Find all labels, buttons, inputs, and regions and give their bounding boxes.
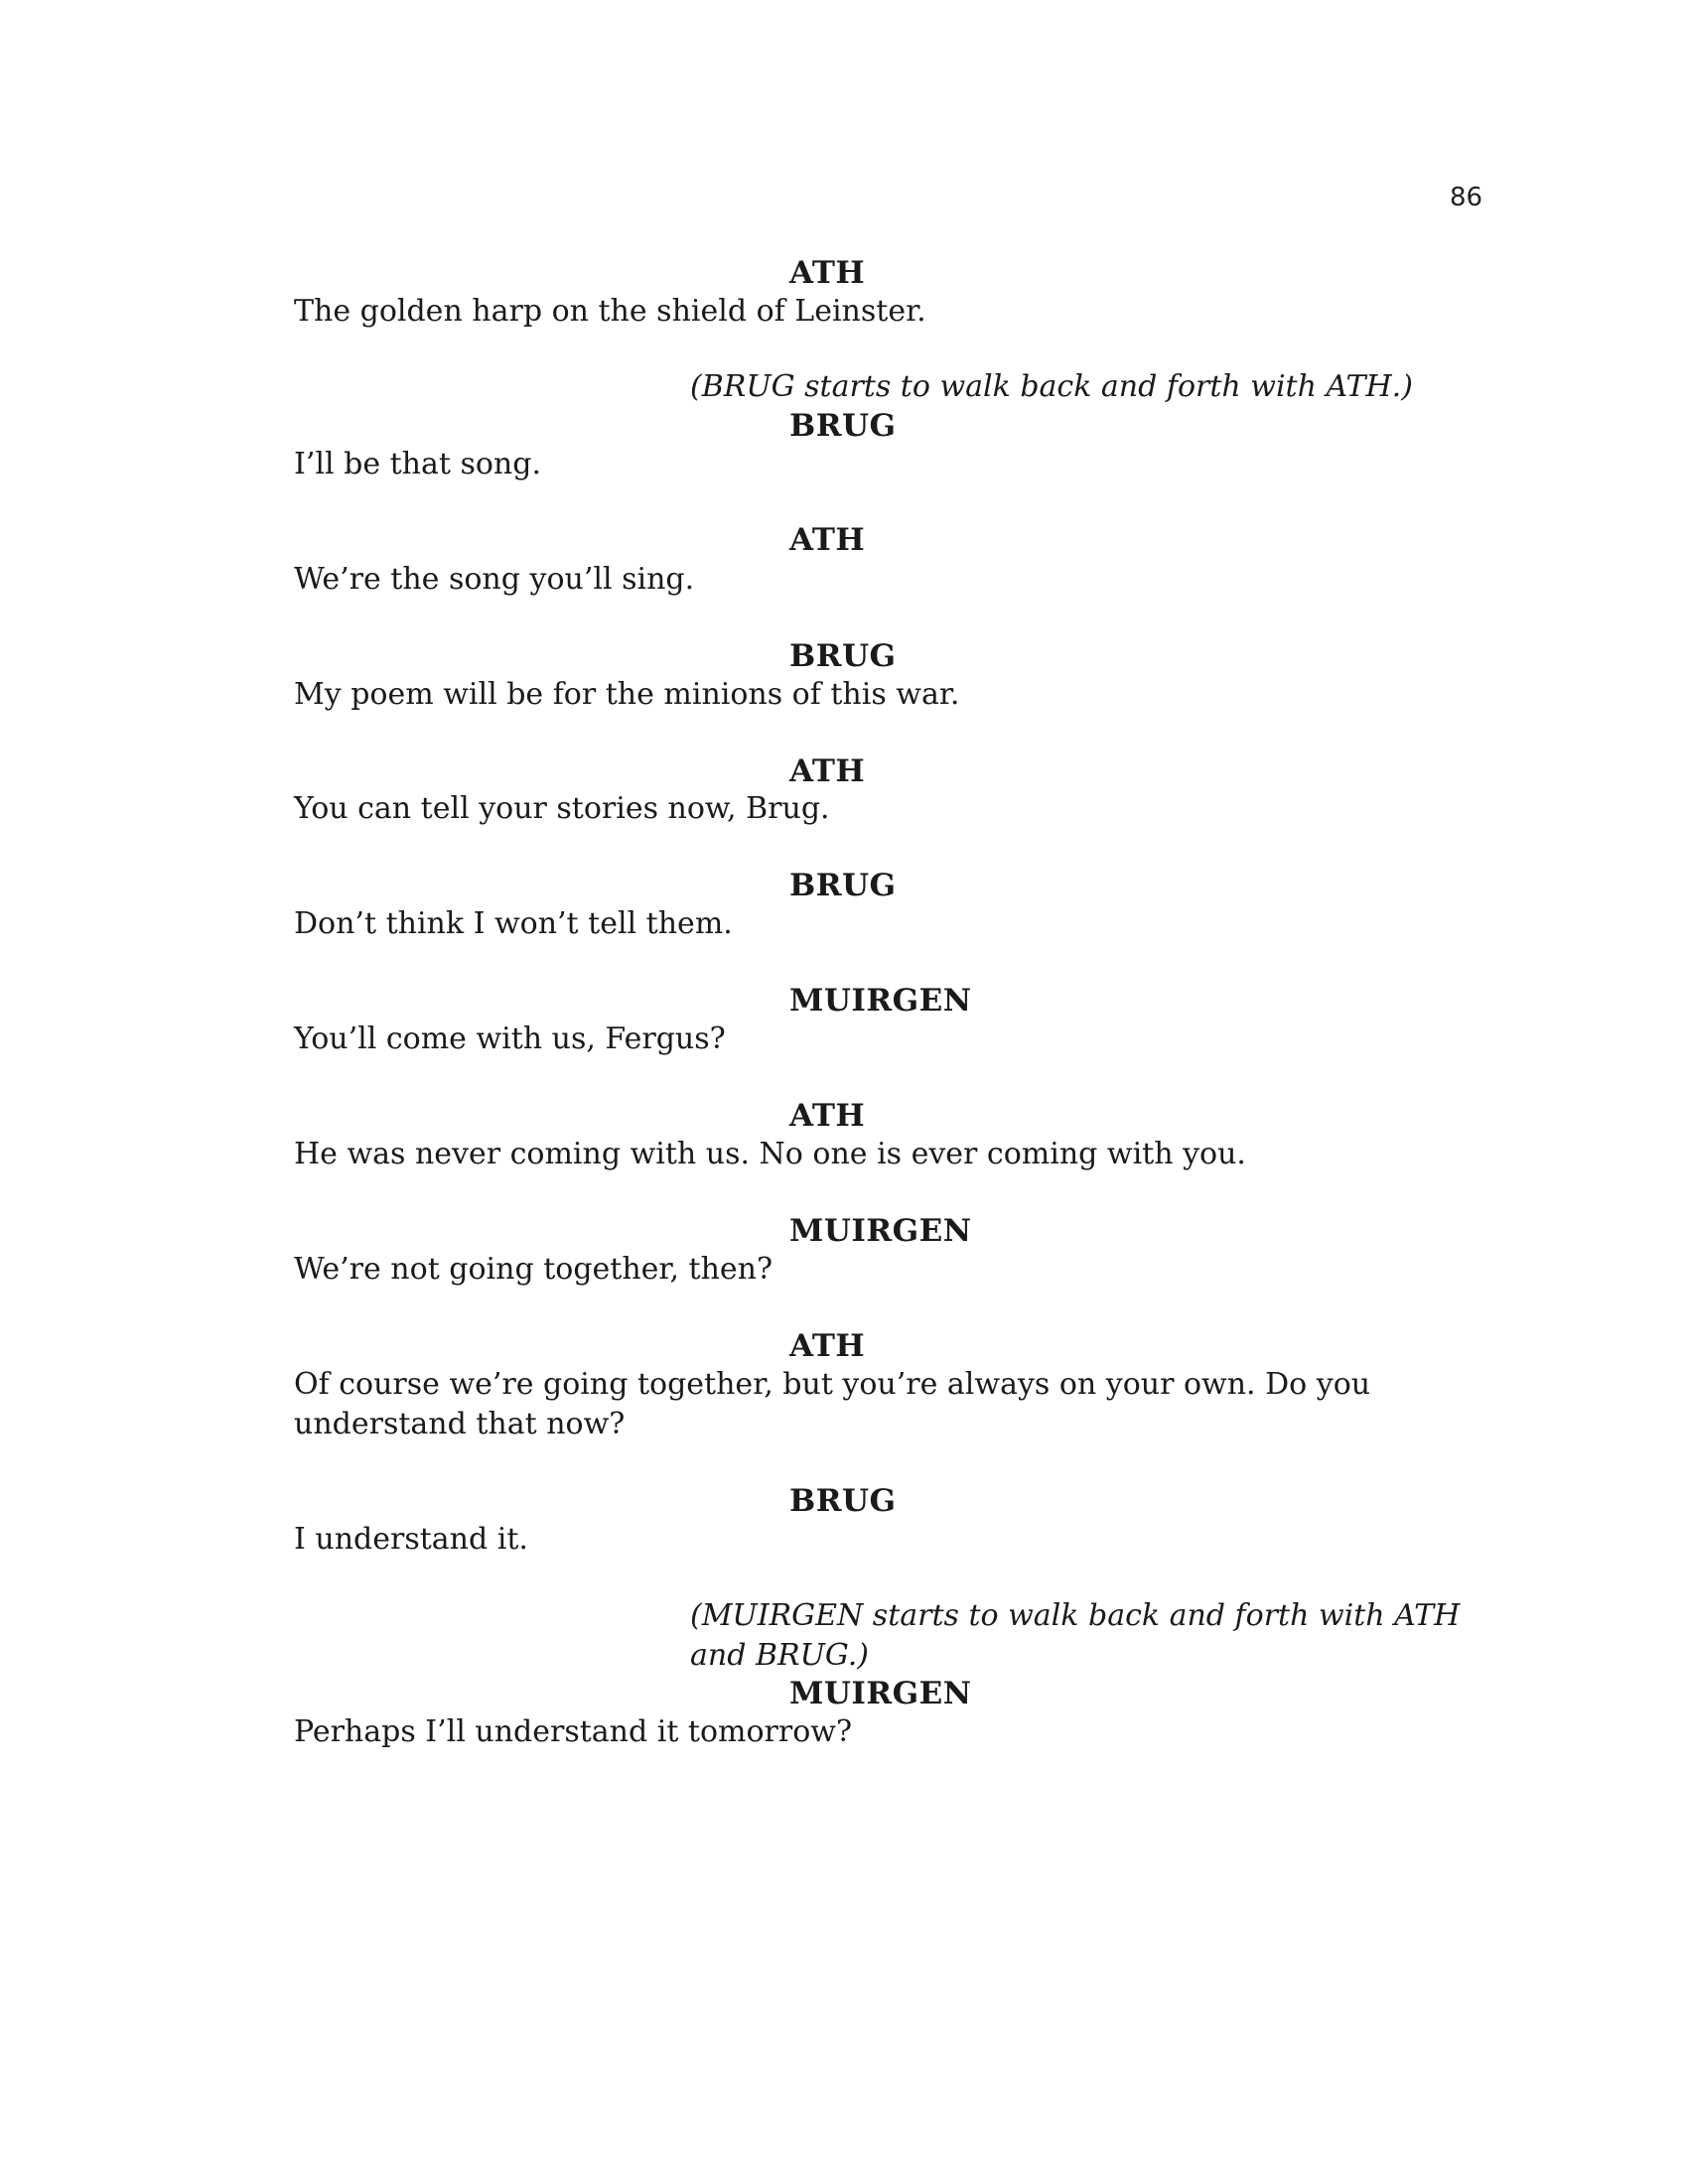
speaker-name: MUIRGEN: [789, 1213, 972, 1249]
speaker-name: MUIRGEN: [789, 983, 972, 1019]
dialogue-line: Of course we’re going together, but you’re always on your own. Do you: [294, 1367, 1371, 1402]
dialogue-line: He was never coming with us. No one is ever coming with you.: [294, 1137, 1246, 1171]
dialogue-line: I’ll be that song.: [294, 447, 541, 481]
speaker-name: ATH: [789, 1098, 866, 1134]
dialogue-line: You can tell your stories now, Brug.: [294, 791, 830, 826]
dialogue-line: You’ll come with us, Fergus?: [294, 1022, 726, 1056]
speaker-name: ATH: [789, 522, 866, 558]
dialogue-line: I understand it.: [294, 1522, 528, 1557]
dialogue-line: Perhaps I’ll understand it tomorrow?: [294, 1714, 853, 1749]
speaker-name: BRUG: [789, 868, 897, 903]
stage-direction: (MUIRGEN starts to walk back and forth with ATH: [690, 1598, 1461, 1633]
dialogue-line: My poem will be for the minions of this war.: [294, 677, 960, 712]
dialogue-line: Don’t think I won’t tell them.: [294, 906, 733, 941]
dialogue-line: We’re not going together, then?: [294, 1252, 774, 1287]
speaker-name: BRUG: [789, 638, 897, 674]
page-number: 86: [1450, 183, 1483, 212]
dialogue-line: understand that now?: [294, 1407, 626, 1441]
speaker-name: BRUG: [789, 408, 897, 444]
stage-direction: (BRUG starts to walk back and forth with ATH.): [690, 369, 1413, 404]
speaker-name: ATH: [789, 255, 866, 291]
speaker-name: BRUG: [789, 1483, 897, 1519]
dialogue-line: We’re the song you’ll sing.: [294, 562, 695, 597]
speaker-name: ATH: [789, 753, 866, 789]
stage-direction: and BRUG.): [690, 1638, 869, 1673]
speaker-name: MUIRGEN: [789, 1676, 972, 1711]
dialogue-line: The golden harp on the shield of Leinster.: [294, 294, 926, 329]
speaker-name: ATH: [789, 1328, 866, 1364]
